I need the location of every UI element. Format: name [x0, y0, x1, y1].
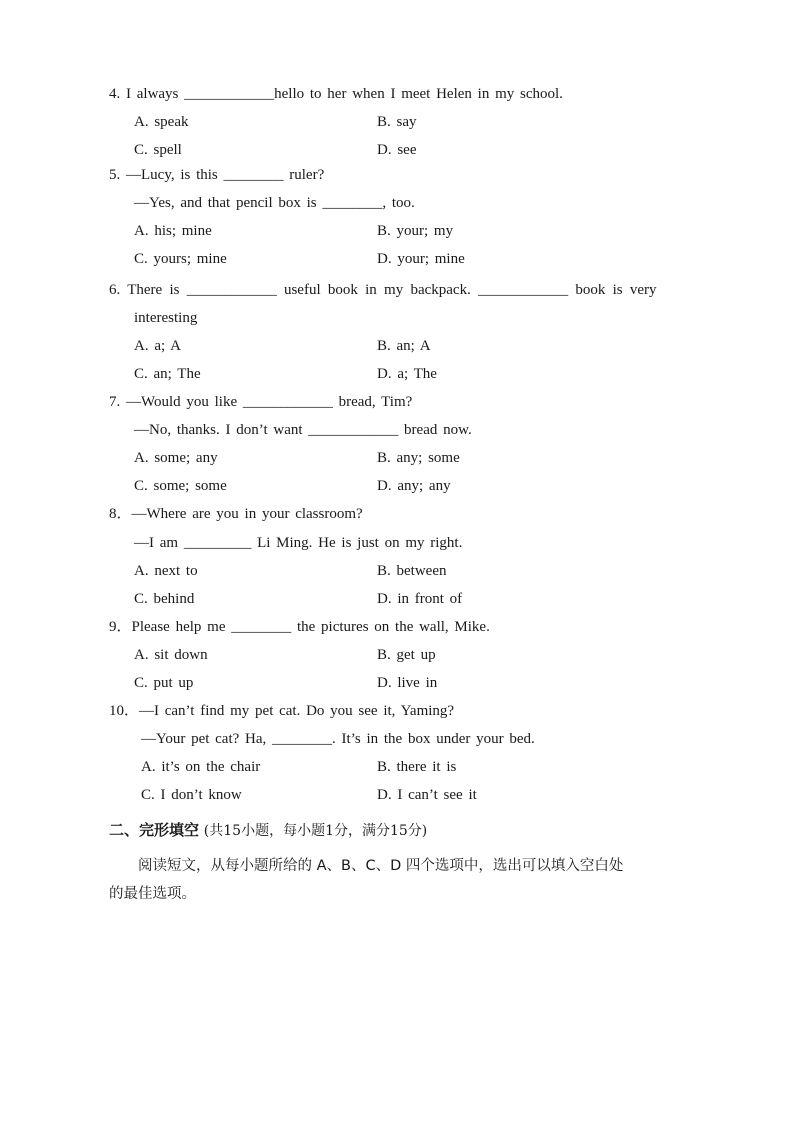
- question-9-option-c: C. put up: [134, 675, 194, 691]
- question-9-option-a: A. sit down: [134, 647, 208, 663]
- question-8-option-c: C. behind: [134, 591, 195, 607]
- question-8-option-b: B. between: [377, 563, 447, 579]
- question-6-option-d: D. a; The: [377, 366, 437, 382]
- question-6-option-b: B. an; A: [377, 338, 431, 354]
- question-10-option-b: B. there it is: [377, 759, 457, 775]
- question-9-stem: 9．Please help me ________ the pictures on the wall, Mike.: [109, 619, 490, 635]
- question-10-option-a: A. it’s on the chair: [141, 759, 261, 775]
- section-2-instruction-line1: 阅读短文，从每小题所给的 A、B、C、D 四个选项中，选出可以填入空白处: [138, 858, 624, 874]
- question-8-option-a: A. next to: [134, 563, 198, 579]
- question-6-stem-line2: interesting: [134, 310, 198, 326]
- question-8-stem-line2: —I am _________ Li Ming. He is just on my right.: [134, 535, 463, 551]
- question-10-option-d: D. I can’t see it: [377, 787, 477, 803]
- question-4-stem: 4. I always ____________hello to her when I meet Helen in my school.: [109, 86, 563, 102]
- question-5-option-c: C. yours; mine: [134, 251, 227, 267]
- question-6-option-c: C. an; The: [134, 366, 201, 382]
- question-4-option-b: B. say: [377, 114, 417, 130]
- question-4-option-c: C. spell: [134, 142, 182, 158]
- question-10-stem: 10．—I can’t find my pet cat. Do you see it, Yaming?: [109, 703, 455, 719]
- question-9-option-d: D. live in: [377, 675, 438, 691]
- question-6-option-a: A. a; A: [134, 338, 181, 354]
- section-2-note: (共15小题，每小题1分，满分15分): [203, 823, 428, 839]
- question-10-option-c: C. I don’t know: [141, 787, 242, 803]
- section-2-instruction-line2: 的最佳选项。: [109, 886, 196, 902]
- question-7-stem: 7. —Would you like ____________ bread, Tim?: [109, 394, 413, 410]
- question-4-option-d: D. see: [377, 142, 417, 158]
- section-2-heading: [109, 820, 427, 841]
- question-7-option-b: B. any; some: [377, 450, 460, 466]
- question-5-stem-line2: —Yes, and that pencil box is ________, too.: [134, 195, 415, 211]
- question-6-stem: 6. There is ____________ useful book in my backpack. ____________ book is very: [109, 282, 657, 298]
- question-7-option-d: D. any; any: [377, 478, 451, 494]
- question-7-option-a: A. some; any: [134, 450, 218, 466]
- question-7-stem-line2: —No, thanks. I don’t want ____________ bread now.: [134, 422, 472, 438]
- question-7-option-c: C. some; some: [134, 478, 227, 494]
- question-5-option-b: B. your; my: [377, 223, 454, 239]
- question-4-option-a: A. speak: [134, 114, 189, 130]
- question-5-option-a: A. his; mine: [134, 223, 212, 239]
- question-5-stem: 5. —Lucy, is this ________ ruler?: [109, 167, 325, 183]
- question-8-stem: 8．—Where are you in your classroom?: [109, 506, 363, 522]
- section-2-title: 二、完形填空: [109, 821, 200, 839]
- question-9-option-b: B. get up: [377, 647, 436, 663]
- question-8-option-d: D. in front of: [377, 591, 463, 607]
- question-10-stem-line2: —Your pet cat? Ha, ________. It’s in the box under your bed.: [141, 731, 535, 747]
- question-5-option-d: D. your; mine: [377, 251, 465, 267]
